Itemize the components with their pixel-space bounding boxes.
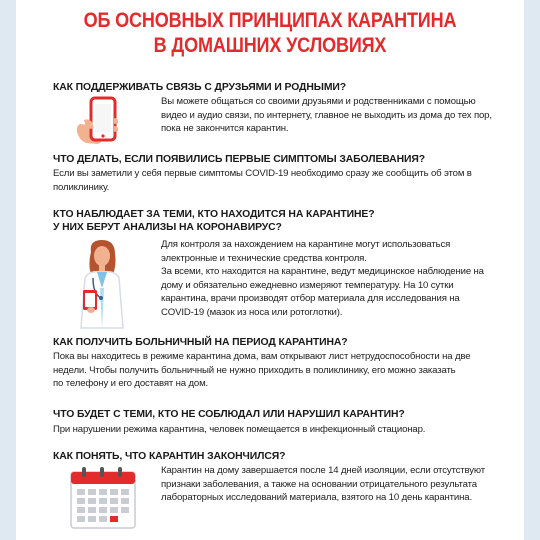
text-line: лабораторных исследований материала, взятого на 10 день карантина. bbox=[161, 492, 472, 504]
answer-end bbox=[161, 464, 485, 505]
title-line-1: ОБ ОСНОВНЫХ ПРИНЦИПАХ КАРАНТИНА bbox=[83, 9, 457, 32]
question-contact: КАК ПОДДЕРЖИВАТЬ СВЯЗЬ С ДРУЗЬЯМИ И РОДНЫМИ? bbox=[53, 82, 346, 93]
text-line: признаки заболевания, а также на основании отрицательного результата bbox=[161, 478, 477, 490]
text-line: пока не закончится карантин. bbox=[161, 123, 289, 135]
text-line: Пока вы находитесь в режиме карантина дома, вам открывают лист нетрудоспособности на две bbox=[53, 351, 471, 362]
text-line: электронные и технические средства контроля. bbox=[161, 252, 367, 264]
text-line: видео и аудио связи, по интернету, главное не выходить из дома до тех пор, bbox=[161, 109, 492, 121]
question-monitoring-line-2: У НИХ БЕРУТ АНАЛИЗЫ НА КОРОНАВИРУС? bbox=[53, 222, 282, 233]
title-line-2: В ДОМАШНИХ УСЛОВИЯХ bbox=[153, 34, 387, 57]
question-end: КАК ПОНЯТЬ, ЧТО КАРАНТИН ЗАКОНЧИЛСЯ? bbox=[53, 451, 286, 462]
answer-sick-leave bbox=[53, 350, 470, 391]
text-line: При нарушении режима карантина, человек помещается в инфекционный стационар. bbox=[53, 424, 426, 435]
leaflet-page bbox=[16, 0, 524, 540]
question-sick-leave: КАК ПОЛУЧИТЬ БОЛЬНИЧНЫЙ НА ПЕРИОД КАРАНТИНА? bbox=[53, 337, 348, 348]
text-line: Если вы заметили у себя первые симптомы COVID-19 необходимо сразу же сообщить об этом в bbox=[53, 168, 472, 179]
page-title bbox=[52, 8, 489, 58]
calendar-icon bbox=[69, 466, 137, 535]
text-line: COVID-19 (мазок из носа или ротоглотки). bbox=[161, 306, 343, 318]
answer-contact bbox=[161, 95, 492, 136]
answer-monitoring bbox=[161, 238, 484, 320]
text-line: карантина, врачи производят отбор материала для исследования на bbox=[161, 293, 460, 305]
text-line: дому и обязательно ежедневно измеряют температуру. На 10 сутки bbox=[161, 279, 454, 291]
question-symptoms: ЧТО ДЕЛАТЬ, ЕСЛИ ПОЯВИЛИСЬ ПЕРВЫЕ СИМПТОМЫ ЗАБОЛЕВАНИЯ? bbox=[53, 154, 425, 165]
text-line: поликлинику. bbox=[53, 181, 110, 193]
text-line: недели. Чтобы получить больничный не нужно приходить в поликлинику, его можно заказать bbox=[53, 364, 456, 376]
text-line: За всеми, кто находится на карантине, ведут медицинское наблюдение на bbox=[161, 266, 484, 278]
answer-symptoms bbox=[53, 167, 472, 194]
question-monitoring: КТО НАБЛЮДАЕТ ЗА ТЕМИ, КТО НАХОДИТСЯ НА КАРАНТИНЕ? bbox=[53, 209, 375, 220]
question-violation: ЧТО БУДЕТ С ТЕМИ, КТО НЕ СОБЛЮДАЛ ИЛИ НАРУШИЛ КАРАНТИН? bbox=[53, 409, 405, 420]
text-line: Вы можете общаться со своими друзьями и родственниками с помощью bbox=[161, 96, 476, 107]
text-line: Карантин на дому завершается после 14 дней изоляции, если отсутствуют bbox=[161, 465, 485, 476]
doctor-icon bbox=[71, 238, 133, 335]
smartphone-in-hand-icon bbox=[74, 96, 130, 151]
text-line: Для контроля за нахождением на карантине могут использоваться bbox=[161, 239, 451, 250]
text-line: по телефону и его доставят на дом. bbox=[53, 378, 209, 390]
answer-violation bbox=[53, 423, 425, 437]
